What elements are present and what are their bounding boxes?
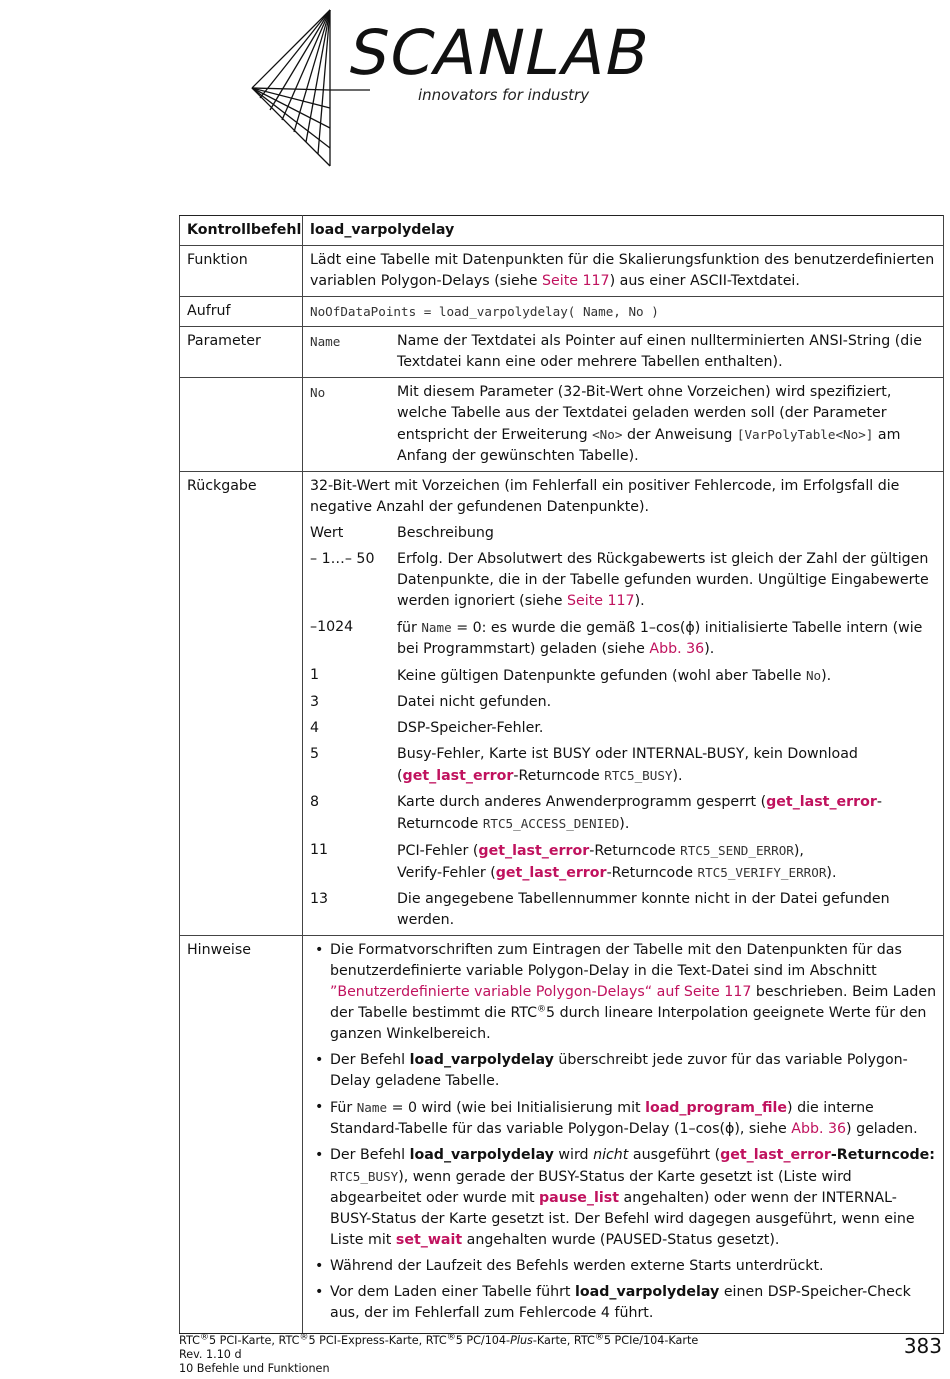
code: <No> bbox=[592, 427, 623, 442]
registered-mark: ® bbox=[537, 1004, 547, 1015]
text: Karte durch anderes Anwenderprogramm gesperrt ( bbox=[397, 794, 767, 810]
text: 5 durch lineare Interpolation geeignete Werte für den ganzen Winkelbereich. bbox=[330, 1005, 927, 1042]
return-desc bbox=[397, 840, 937, 884]
text: ), wenn gerade der BUSY-Status der Karte gesetzt ist (Liste wird abgearbeitet oder wurde mit bbox=[330, 1169, 852, 1206]
return-row bbox=[310, 744, 937, 787]
code: Name bbox=[356, 1100, 388, 1115]
label-empty bbox=[180, 378, 303, 472]
command-ref: load_varpolydelay bbox=[575, 1284, 720, 1300]
link-function[interactable]: get_last_error bbox=[720, 1147, 831, 1163]
text: 5 PCI-Express-Karte, bbox=[308, 1334, 426, 1347]
return-row bbox=[310, 692, 937, 713]
text: Plus bbox=[510, 1334, 533, 1347]
registered-mark: ® bbox=[446, 1332, 456, 1343]
command-ref: load_varpolydelay bbox=[409, 1147, 554, 1163]
footer-products bbox=[179, 1334, 698, 1348]
code: [VarPolyTable<No>] bbox=[736, 427, 874, 442]
text: ). bbox=[821, 668, 832, 684]
aufruf-code: NoOfDataPoints = load_varpolydelay( Name, No ) bbox=[303, 297, 944, 327]
list-item bbox=[310, 1145, 937, 1251]
text: Lädt eine Tabelle mit Datenpunkten für die Skalierungsfunktion des benutzerdefinierten variablen Polygon-Delays (siehe bbox=[310, 252, 935, 289]
return-row bbox=[310, 718, 937, 739]
text: ). bbox=[619, 816, 630, 832]
text: ). bbox=[704, 641, 715, 657]
parameter-name-block bbox=[303, 327, 944, 378]
return-row bbox=[310, 665, 937, 687]
link-seite[interactable]: Seite 117 bbox=[542, 273, 610, 289]
footer-chapter: 10 Befehle und Funktionen bbox=[179, 1362, 330, 1375]
emphasis: nicht bbox=[593, 1147, 629, 1163]
text: ). bbox=[672, 768, 683, 784]
text: Der Befehl bbox=[330, 1052, 410, 1068]
parameter-no-block bbox=[303, 378, 944, 472]
label-rueckgabe: Rückgabe bbox=[180, 472, 303, 936]
link-section[interactable]: ”Benutzerdefinierte variable Polygon-Delays“ auf Seite 117 bbox=[330, 984, 752, 1000]
text: ). bbox=[634, 593, 645, 609]
list-item bbox=[310, 940, 937, 1045]
text: Verify-Fehler ( bbox=[397, 865, 496, 881]
code: RTC5_BUSY bbox=[604, 768, 673, 783]
list-item bbox=[310, 1050, 937, 1092]
param-no-desc bbox=[397, 382, 937, 467]
text: der Anweisung bbox=[622, 427, 737, 443]
text: ) die interne Standard-Tabelle für das variable Polygon-Delay (1–cos(ϕ), siehe bbox=[330, 1100, 874, 1137]
text: wird bbox=[553, 1147, 594, 1163]
return-value: –1024 bbox=[310, 619, 354, 635]
return-value: 1 bbox=[310, 667, 320, 683]
return-value: 8 bbox=[310, 794, 320, 810]
row-parameter bbox=[180, 327, 944, 378]
return-row bbox=[310, 792, 937, 835]
funktion-text bbox=[303, 246, 944, 297]
text: ) geladen. bbox=[846, 1121, 918, 1137]
return-row bbox=[310, 889, 937, 931]
text: 5 PCIe/104-Karte bbox=[603, 1334, 699, 1347]
return-value: 5 bbox=[310, 746, 320, 762]
label-aufruf: Aufruf bbox=[180, 297, 303, 327]
link-function[interactable]: load_program_file bbox=[645, 1100, 788, 1116]
return-desc bbox=[397, 665, 937, 687]
command-table bbox=[179, 215, 944, 1334]
param-name-desc: Name der Textdatei als Pointer auf einen nullterminierten ANSI-String (die Textdatei kann eine oder mehrere Tabellen enthalten). bbox=[397, 333, 922, 370]
return-row bbox=[310, 549, 937, 612]
scanlab-logo bbox=[250, 8, 710, 168]
text: ), bbox=[793, 843, 804, 859]
text: Keine gültigen Datenpunkte gefunden (wohl aber Tabelle bbox=[397, 668, 806, 684]
registered-mark: ® bbox=[199, 1332, 209, 1343]
registered-mark: ® bbox=[594, 1332, 604, 1343]
link-function[interactable]: get_last_error bbox=[495, 865, 607, 881]
text: = 0 wird (wie bei Initialisierung mit bbox=[387, 1100, 646, 1116]
code: RTC5_BUSY bbox=[330, 1169, 399, 1184]
text: überschreibt jede zuvor für das variable Polygon-Delay geladene Tabelle. bbox=[330, 1052, 908, 1089]
link-seite[interactable]: Seite 117 bbox=[567, 593, 635, 609]
footer-revision: Rev. 1.10 d bbox=[179, 1348, 242, 1361]
text: einen DSP-Speicher-Check aus, der im Fehlerfall zum Fehlercode 4 führt. bbox=[330, 1284, 911, 1321]
text: für bbox=[397, 620, 422, 636]
return-row bbox=[310, 617, 937, 660]
notes-list bbox=[310, 940, 937, 1324]
row-header bbox=[180, 216, 944, 246]
text: beschrieben. Beim Laden der Tabelle bestimmt die RTC bbox=[330, 984, 937, 1021]
text: -Returncode bbox=[589, 843, 681, 859]
text: Erfolg. Der Absolutwert des Rückgabewerts ist gleich der Zahl der gültigen Datenpunkte, die in der Tabelle gefunden wurden. Ungültige Eingabewerte werden ignoriert (siehe bbox=[397, 551, 929, 609]
page-footer bbox=[179, 1334, 698, 1376]
link-abb[interactable]: Abb. 36 bbox=[791, 1121, 847, 1137]
code: RTC5_VERIFY_ERROR bbox=[697, 865, 827, 880]
link-function[interactable]: set_wait bbox=[395, 1232, 463, 1248]
row-parameter-no bbox=[180, 378, 944, 472]
text: RTC bbox=[573, 1334, 595, 1347]
link-abb[interactable]: Abb. 36 bbox=[649, 641, 705, 657]
text: Mit diesem Parameter (32-Bit-Wert ohne Vorzeichen) wird spezifiziert, welche Tabelle aus der Textdatei geladen werden soll (der Parameter entspricht der Erweiterung bbox=[397, 384, 892, 443]
code: RTC5_SEND_ERROR bbox=[680, 843, 794, 858]
code: No bbox=[805, 668, 822, 683]
return-desc: Die angegebene Tabellennummer konnte nicht in der Datei gefunden werden. bbox=[397, 891, 890, 928]
param-no: No bbox=[310, 385, 326, 400]
list-item bbox=[310, 1097, 937, 1140]
row-rueckgabe bbox=[180, 472, 944, 936]
text: Der Befehl bbox=[330, 1147, 410, 1163]
code: Name bbox=[421, 620, 452, 635]
return-value: 13 bbox=[310, 891, 329, 907]
text: 5 PC/104- bbox=[455, 1334, 511, 1347]
col-beschreibung: Beschreibung bbox=[397, 525, 494, 541]
registered-mark: ® bbox=[299, 1332, 309, 1343]
text: Für bbox=[330, 1100, 357, 1116]
return-desc bbox=[397, 549, 937, 612]
link-function[interactable]: get_last_error bbox=[766, 794, 877, 810]
return-desc bbox=[397, 617, 937, 660]
return-desc: DSP-Speicher-Fehler. bbox=[397, 720, 544, 736]
logo-wordmark: SCANLAB bbox=[342, 16, 658, 89]
text: -Returncode bbox=[397, 794, 883, 832]
text: -Returncode bbox=[606, 865, 698, 881]
row-funktion bbox=[180, 246, 944, 297]
text: RTC bbox=[278, 1334, 300, 1347]
label-hinweise: Hinweise bbox=[180, 936, 303, 1334]
return-desc: Datei nicht gefunden. bbox=[397, 694, 552, 710]
label-kontrollbefehl: Kontrollbefehl bbox=[180, 216, 303, 246]
text: -Karte, bbox=[532, 1334, 574, 1347]
text: ausgeführt ( bbox=[628, 1147, 721, 1163]
row-aufruf bbox=[180, 297, 944, 327]
text: RTC bbox=[179, 1334, 200, 1347]
return-desc bbox=[397, 792, 937, 835]
text: angehalten) oder wenn der INTERNAL-BUSY-Status der Karte gesetzt ist. Der Befehl wird dagegen ausgeführt, wenn eine Liste mit bbox=[330, 1190, 915, 1248]
text: ) aus einer ASCII-Textdatei. bbox=[609, 273, 800, 289]
return-desc bbox=[397, 744, 937, 787]
link-function[interactable]: get_last_error bbox=[402, 768, 514, 784]
link-function[interactable]: pause_list bbox=[539, 1190, 619, 1206]
link-function[interactable]: get_last_error bbox=[478, 843, 590, 859]
page-number: 383 bbox=[903, 1334, 942, 1358]
text: Die Formatvorschriften zum Eintragen der Tabelle mit den Datenpunkten für das benutzerdefinierte variable Polygon-Delay in die Text-Datei sind im Abschnitt bbox=[330, 942, 902, 979]
rueckgabe-block bbox=[303, 472, 944, 936]
row-hinweise bbox=[180, 936, 944, 1334]
text: = 0: es wurde die gemäß 1–cos(ϕ) initialisierte Tabelle intern (wie bei Programmstart) geladen (siehe bbox=[397, 620, 923, 657]
text: PCI-Fehler ( bbox=[397, 843, 479, 859]
label-parameter: Parameter bbox=[180, 327, 303, 378]
list-item: • Während der Laufzeit des Befehls werden externe Starts unterdrückt. bbox=[310, 1256, 937, 1277]
rueckgabe-intro: 32-Bit-Wert mit Vorzeichen (im Fehlerfall ein positiver Fehlercode, im Erfolgsfall die negative Anzahl der gefundenen Datenpunkte). bbox=[310, 478, 900, 515]
command-name: load_varpolydelay bbox=[303, 216, 944, 246]
text: angehalten wurde (PAUSED-Status gesetzt). bbox=[462, 1232, 780, 1248]
text: ). bbox=[826, 865, 837, 881]
text: -Returncode bbox=[513, 768, 605, 784]
col-wert: Wert bbox=[310, 525, 344, 541]
logo-tagline: innovators for industry bbox=[418, 86, 590, 104]
label-funktion: Funktion bbox=[180, 246, 303, 297]
text: -Returncode: bbox=[830, 1147, 935, 1163]
text: Busy-Fehler, Karte ist BUSY oder INTERNAL-BUSY, kein Download ( bbox=[397, 746, 858, 784]
hinweise-block bbox=[303, 936, 944, 1334]
return-value: 3 bbox=[310, 694, 320, 710]
text: Vor dem Laden einer Tabelle führt bbox=[330, 1284, 576, 1300]
text: 5 PCI-Karte, bbox=[208, 1334, 279, 1347]
text: RTC bbox=[425, 1334, 447, 1347]
command-ref: load_varpolydelay bbox=[409, 1052, 554, 1068]
text: am Anfang der gewünschten Tabelle). bbox=[397, 427, 901, 464]
list-item bbox=[310, 1282, 937, 1324]
return-row bbox=[310, 840, 937, 884]
return-value: – 1…– 50 bbox=[310, 551, 375, 567]
param-name: Name bbox=[310, 334, 341, 349]
return-value: 4 bbox=[310, 720, 320, 736]
return-value: 11 bbox=[310, 842, 329, 858]
code: RTC5_ACCESS_DENIED bbox=[482, 816, 620, 831]
